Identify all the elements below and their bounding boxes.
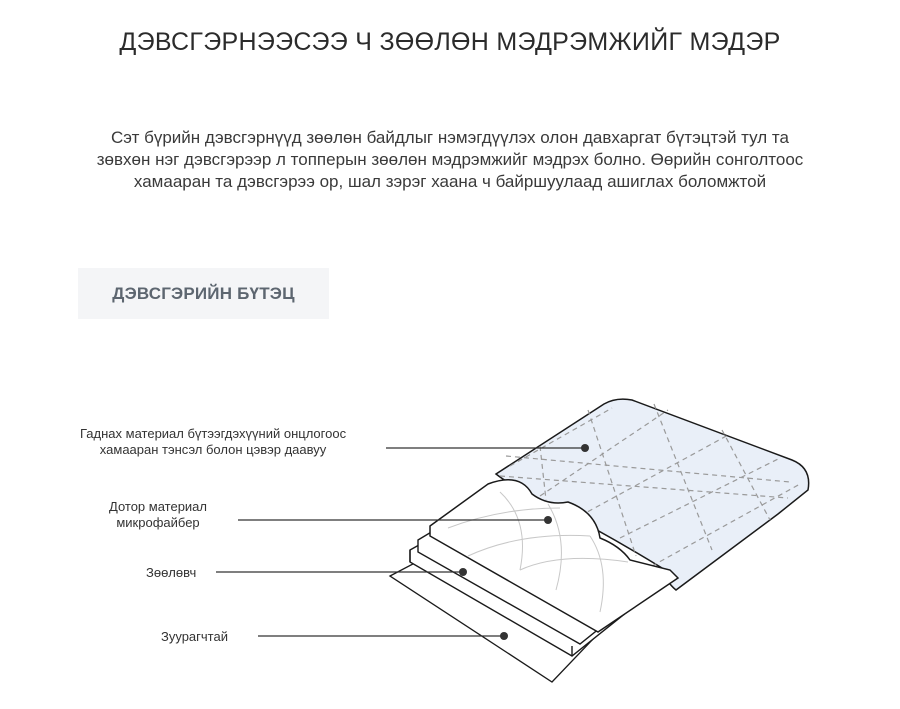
page-title: ДЭВСГЭРНЭЭСЭЭ Ч ЗӨӨЛӨН МЭДРЭМЖИЙГ МЭДЭР xyxy=(119,28,781,56)
label-line: Зөөлөвч xyxy=(146,565,197,580)
mattress-layer-diagram xyxy=(0,380,900,704)
label-line: хамааран тэнсэл болон цэвэр даавуу xyxy=(99,442,327,457)
label-line: Дотор материал xyxy=(109,499,208,514)
section-tab-mattress-structure[interactable]: ДЭВСГЭРИЙН БҮТЭЦ xyxy=(78,268,329,319)
label-line: Гаднах материал бүтээгдэхүүний онцлогоос xyxy=(80,426,347,441)
label-inner-material xyxy=(109,499,207,531)
label-outer-material xyxy=(80,426,346,458)
label-cushion xyxy=(146,565,196,581)
label-line: микрофайбер xyxy=(116,515,200,530)
description-line: зөвхөн нэг дэвсгэрээр л топперын зөөлөн мэдрэмжийг мэдрэх болно. Өөрийн сонголтоос xyxy=(96,150,804,169)
label-base xyxy=(161,629,228,645)
label-line: Зуурагчтай xyxy=(161,629,228,644)
description-line: Сэт бүрийн дэвсгэрнүүд зөөлөн байдлыг нэмэгдүүлэх олон давхаргат бүтэцтэй тул та xyxy=(111,128,789,147)
page-description xyxy=(60,127,840,193)
description-line: хамааран та дэвсгэрээ ор, шал зэрэг хаана ч байршуулаад ашиглах боломжтой xyxy=(133,172,767,191)
